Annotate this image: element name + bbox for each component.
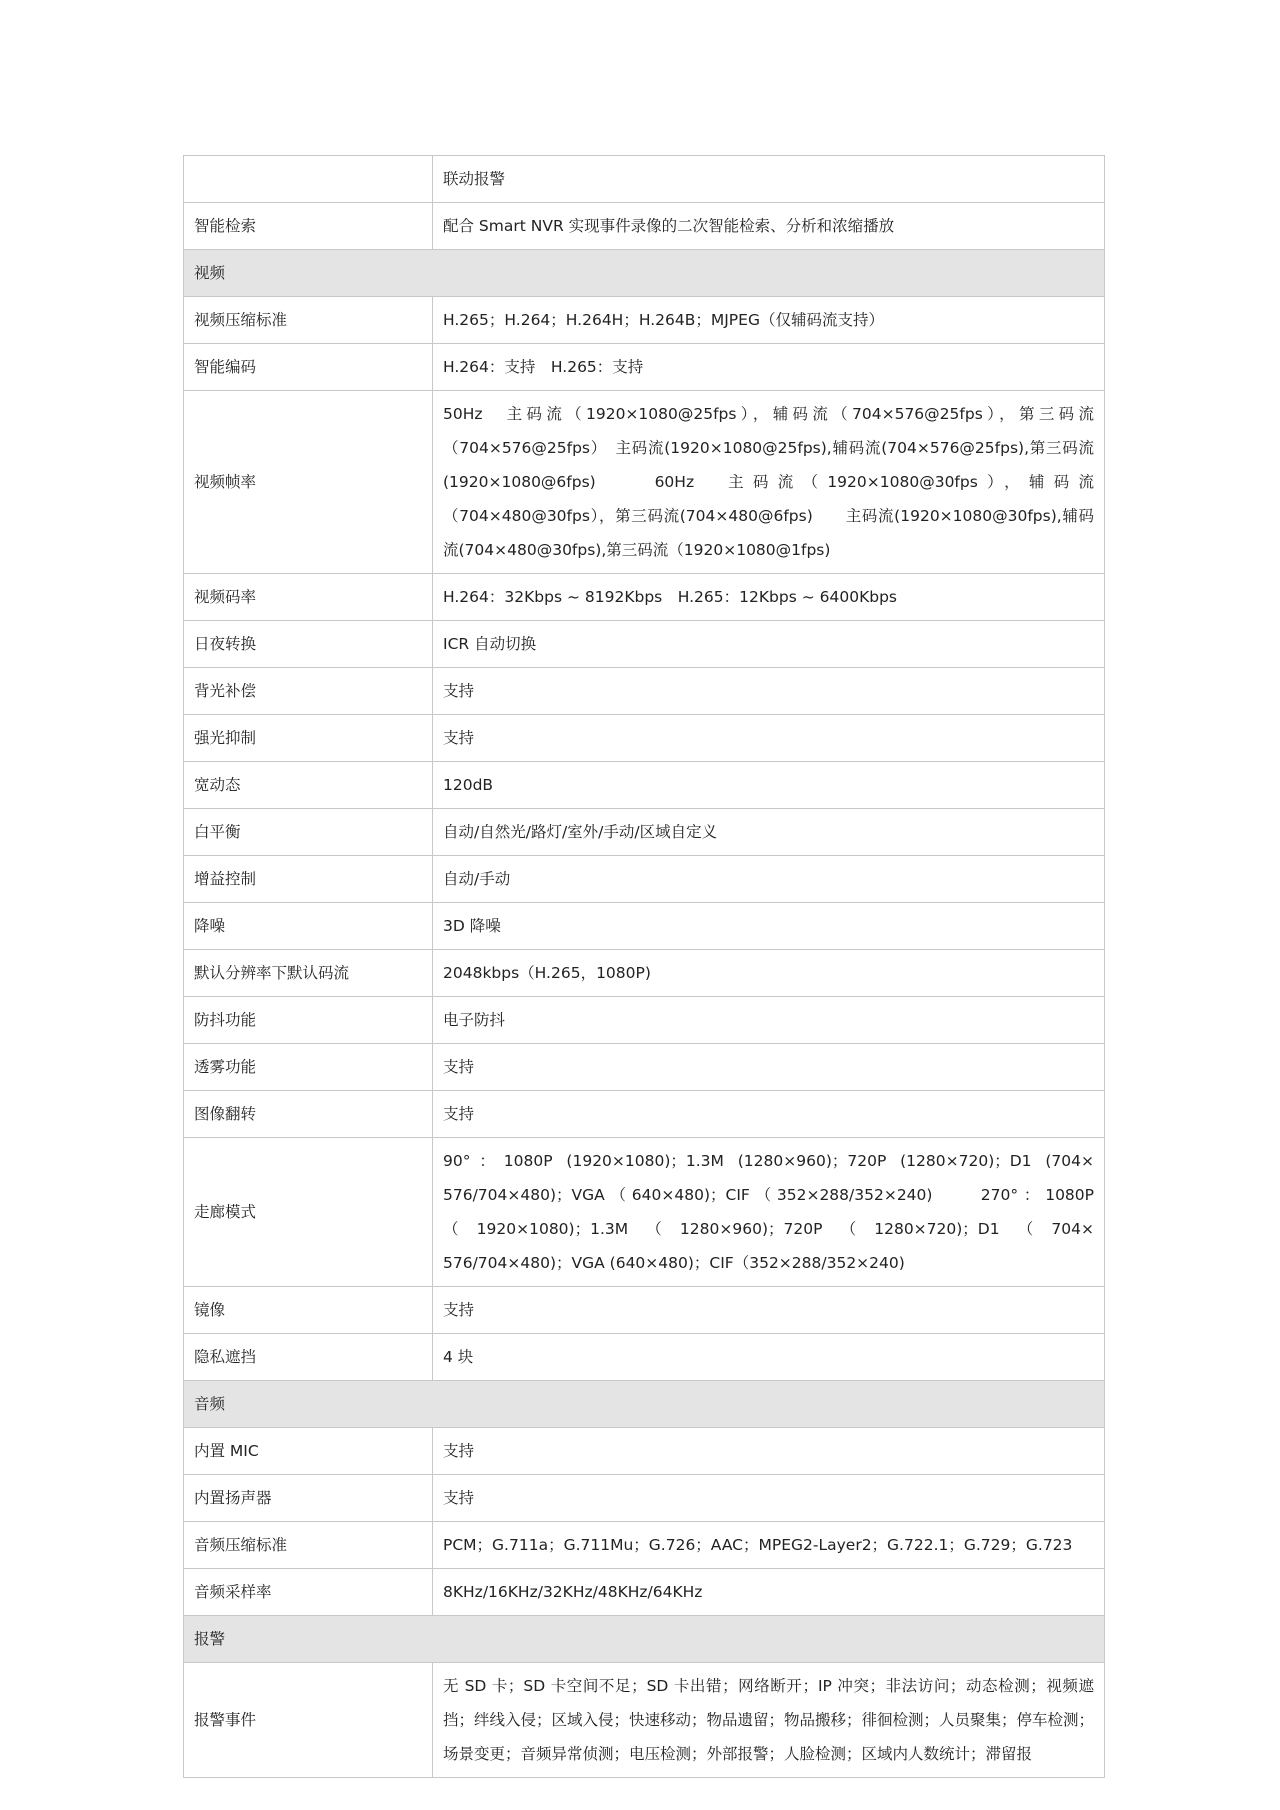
spec-value: 支持: [433, 1091, 1105, 1138]
spec-label: 视频码率: [184, 574, 433, 621]
spec-label: 报警事件: [184, 1663, 433, 1778]
spec-value: H.264：支持 H.265：支持: [433, 344, 1105, 391]
section-header-row: [184, 1381, 1105, 1428]
spec-label: 背光补偿: [184, 668, 433, 715]
section-title: 视频: [184, 250, 1105, 297]
spec-row: [184, 574, 1105, 621]
spec-value: 自动/手动: [433, 856, 1105, 903]
spec-label: 视频帧率: [184, 391, 433, 574]
spec-label: 防抖功能: [184, 997, 433, 1044]
spec-value: H.265；H.264；H.264H；H.264B；MJPEG（仅辅码流支持）: [433, 297, 1105, 344]
spec-label: 音频压缩标准: [184, 1522, 433, 1569]
spec-label: 视频压缩标准: [184, 297, 433, 344]
spec-label: 宽动态: [184, 762, 433, 809]
spec-value: 支持: [433, 1044, 1105, 1091]
spec-row: [184, 1044, 1105, 1091]
spec-label: 白平衡: [184, 809, 433, 856]
spec-row: [184, 1475, 1105, 1522]
spec-value: PCM；G.711a；G.711Mu；G.726；AAC；MPEG2-Layer2；G.722.1；G.729；G.723: [433, 1522, 1105, 1569]
section-header-row: [184, 1616, 1105, 1663]
section-title: 音频: [184, 1381, 1105, 1428]
spec-row: [184, 997, 1105, 1044]
spec-value: 8KHz/16KHz/32KHz/48KHz/64KHz: [433, 1569, 1105, 1616]
spec-row: [184, 1091, 1105, 1138]
spec-row: [184, 903, 1105, 950]
spec-value: 支持: [433, 715, 1105, 762]
spec-value: ICR 自动切换: [433, 621, 1105, 668]
spec-label: 智能检索: [184, 203, 433, 250]
section-title: 报警: [184, 1616, 1105, 1663]
spec-row: [184, 1287, 1105, 1334]
spec-label: 隐私遮挡: [184, 1334, 433, 1381]
spec-label: 走廊模式: [184, 1138, 433, 1287]
spec-value: 120dB: [433, 762, 1105, 809]
spec-row: [184, 715, 1105, 762]
spec-table: [183, 155, 1105, 1778]
spec-row: [184, 1522, 1105, 1569]
spec-label: 智能编码: [184, 344, 433, 391]
spec-value: 2048kbps（H.265，1080P): [433, 950, 1105, 997]
spec-row: [184, 156, 1105, 203]
spec-row: [184, 1663, 1105, 1778]
spec-label: 强光抑制: [184, 715, 433, 762]
spec-value: 自动/自然光/路灯/室外/手动/区域自定义: [433, 809, 1105, 856]
spec-value: 50Hz 主码流（1920×1080@25fps），辅码流（704×576@25fps），第三码流（704×576@25fps） 主码流(1920×1080@25fps),辅码流(704×576@25fps),第三码流(1920×1080@6fps) 60Hz 主码流（1920×1080@30fps），辅码流（704×480@30fps），第三码流(704×480@6fps) 主码流(1920×1080@30fps),辅码流(704×480@30fps),第三码流（1920×1080@1fps): [433, 391, 1105, 574]
section-header-row: [184, 250, 1105, 297]
spec-row: [184, 1138, 1105, 1287]
spec-value: 4 块: [433, 1334, 1105, 1381]
spec-label: 图像翻转: [184, 1091, 433, 1138]
spec-label: 内置扬声器: [184, 1475, 433, 1522]
spec-value: 配合 Smart NVR 实现事件录像的二次智能检索、分析和浓缩播放: [433, 203, 1105, 250]
spec-label: 音频采样率: [184, 1569, 433, 1616]
spec-row: [184, 344, 1105, 391]
spec-label: [184, 156, 433, 203]
spec-row: [184, 950, 1105, 997]
spec-value: 联动报警: [433, 156, 1105, 203]
spec-value: 支持: [433, 1287, 1105, 1334]
spec-value: 电子防抖: [433, 997, 1105, 1044]
spec-row: [184, 1569, 1105, 1616]
spec-row: [184, 1428, 1105, 1475]
spec-table-body: [184, 156, 1105, 1778]
spec-row: [184, 391, 1105, 574]
spec-value: 支持: [433, 1475, 1105, 1522]
spec-row: [184, 1334, 1105, 1381]
spec-row: [184, 856, 1105, 903]
spec-label: 默认分辨率下默认码流: [184, 950, 433, 997]
spec-value: 90°：1080P (1920×1080)；1.3M (1280×960)；720P (1280×720)；D1 (704× 576/704×480)；VGA（640×480)；CIF（352×288/352×240) 270°：1080P（1920×1080)；1.3M（1280×960)；720P（1280×720)；D1（704× 576/704×480)；VGA (640×480)；CIF（352×288/352×240): [433, 1138, 1105, 1287]
spec-label: 降噪: [184, 903, 433, 950]
spec-value: 支持: [433, 1428, 1105, 1475]
spec-value: 无 SD 卡；SD 卡空间不足；SD 卡出错；网络断开；IP 冲突；非法访问；动态检测；视频遮挡；绊线入侵；区域入侵；快速移动；物品遗留；物品搬移；徘徊检测；人员聚集；停车检测；场景变更；音频异常侦测；电压检测；外部报警；人脸检测；区域内人数统计；滞留报: [433, 1663, 1105, 1778]
spec-row: [184, 809, 1105, 856]
spec-label: 增益控制: [184, 856, 433, 903]
spec-label: 透雾功能: [184, 1044, 433, 1091]
spec-row: [184, 297, 1105, 344]
spec-value: H.264：32Kbps ~ 8192Kbps H.265：12Kbps ~ 6400Kbps: [433, 574, 1105, 621]
spec-row: [184, 621, 1105, 668]
spec-label: 内置 MIC: [184, 1428, 433, 1475]
spec-value: 支持: [433, 668, 1105, 715]
spec-label: 日夜转换: [184, 621, 433, 668]
spec-row: [184, 668, 1105, 715]
spec-row: [184, 203, 1105, 250]
spec-label: 镜像: [184, 1287, 433, 1334]
spec-value: 3D 降噪: [433, 903, 1105, 950]
spec-row: [184, 762, 1105, 809]
